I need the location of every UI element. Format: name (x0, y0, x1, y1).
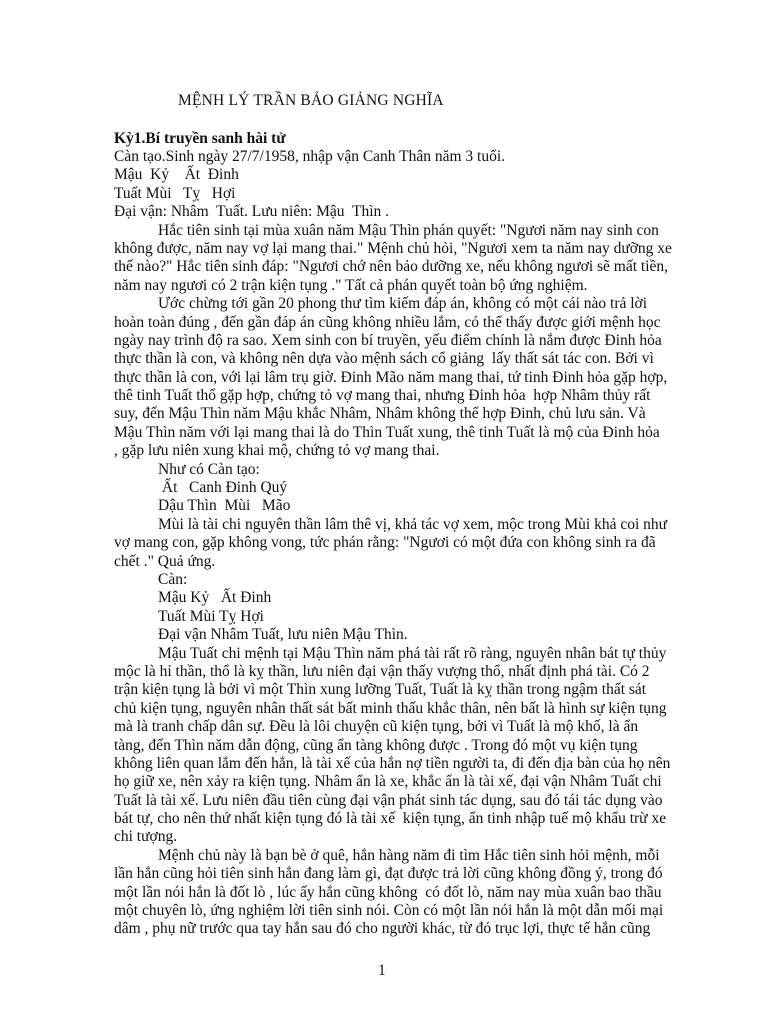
text-line: Tuất Mùi Tỵ Hợi (114, 184, 236, 202)
text-line: thế nào?" Hắc tiên sinh đáp: "Ngươi chớ nên bảo dưỡng xe, nếu không ngươi sẽ mất tiền, (114, 258, 669, 276)
text-line: Mùi là tài chi nguyên thần lâm thê vị, khả tác vợ xem, mộc trong Mùi khả coi như (158, 515, 668, 533)
text-line: một chuyên lò, ứng nghiệm lời tiên sinh nói. Còn có một lần nói hắn là một dẫn mối mại (114, 902, 664, 920)
text-line: năm nay ngươi có 2 trận kiện tụng ." Tất cả phán quyết toàn bộ ứng nghiệm. (114, 276, 588, 294)
text-line: dâm , phụ nữ trước qua tay hắn sau đó cho người khác, từ đó trục lợi, thực tế hắn cũng (114, 920, 651, 938)
chapter-heading: Kỳ1.Bí truyền sanh hài tử (114, 130, 286, 147)
text-line: Ất Canh Đinh Quý (158, 479, 288, 497)
text-line: Như có Càn tạo: (158, 460, 260, 478)
text-line: thực thần là con, với lại lâm trụ giờ. Đinh Mão năm mang thai, tứ tinh Đinh hỏa gặp hợp, (114, 368, 668, 386)
text-line: bát tự, cho nên thứ nhất kiện tụng đó là tài xế kiện tụng, ẩn tinh nhập tuế mộ khẩu trừ xe (114, 810, 667, 828)
document-title: MỆNH LÝ TRẦN BẢO GIẢNG NGHĨA (178, 92, 444, 109)
text-line: , gặp lưu niên xung khai mộ, chứng tỏ vợ mang thai. (114, 442, 440, 460)
text-line: mộc là hỉ thần, thổ là kỵ thần, lưu niên đại vận thấy vượng thổ, nhất định phá tài. Có 2 (114, 662, 650, 680)
text-line: chủ kiện tụng, nguyên nhân thất sát bất minh thấu khắc thân, nên bất là hình sự kiện tụng (114, 699, 667, 717)
text-line: Càn: (158, 570, 188, 588)
text-line: không được, năm nay vợ lại mang thai." Mệnh chủ hỏi, "Ngươi xem ta năm nay dưỡng xe (114, 239, 672, 257)
text-line: chi tượng. (114, 828, 178, 846)
text-line: họ giữ xe, nên xảy ra kiện tụng. Nhâm ẩn là xe, khắc ẩn là tài xế, đại vận Nhâm Tuất chi (114, 773, 662, 791)
text-line: ngày nay trình độ ra sao. Xem sinh con bí truyền, yếu điểm chính là nắm được Đinh hỏa (114, 331, 662, 349)
text-line: suy, đến Mậu Thìn năm Mậu khắc Nhâm, Nhâm không thể hợp Đinh, chủ lưu sản. Và (114, 405, 646, 423)
text-line: trận kiện tụng là bởi vì một Thìn xung lưỡng Tuất, Tuất là kỵ thần trong ngậm thất sát (114, 681, 647, 699)
text-line: một lần nói hắn là đốt lò , lúc ấy hắn cũng không có đốt lò, năm nay mùa xuân bao thầu (114, 883, 662, 901)
text-line: lần hắn cũng hỏi tiên sinh hắn đang làm gì, đạt được trả lời cũng không đồng ý, trong đó (114, 865, 663, 883)
text-line: Đại vận: Nhâm Tuất. Lưu niên: Mậu Thìn . (114, 203, 390, 221)
text-line: Tuất là tài xế. Lưu niên đầu tiên cùng đại vận phát sinh tác dụng, sau đó tái tác dụng vào (114, 791, 663, 809)
text-line: Mậu Kỷ Ất Đinh (158, 589, 272, 607)
text-line: chết ." Quả ứng. (114, 552, 216, 570)
page-number: 1 (378, 962, 386, 979)
text-line: tàng, đến Thìn năm dẫn động, cũng ẩn tàng không được . Trong đó một vụ kiện tụng (114, 736, 638, 754)
text-line: Ước chừng tới gần 20 phong thư tìm kiếm đáp án, không có một cái nào trả lời (158, 295, 648, 313)
text-line: Mậu Kỷ Ất Đinh (114, 166, 239, 184)
text-line: hoàn toàn đúng , đến gần đáp án cũng không nhiều lắm, có thể thấy được giới mệnh học (114, 313, 661, 331)
text-line: thực thần là con, và không nên dựa vào mệnh sách cổ giảng lấy thất sát tác con. Bởi vì (114, 350, 654, 368)
text-line: Mệnh chủ này là bạn bè ở quê, hắn hàng năm đi tìm Hắc tiên sinh hỏi mệnh, mỗi (158, 846, 660, 864)
text-line: Mậu Tuất chi mệnh tại Mậu Thìn năm phá tài rất rõ ràng, nguyên nhân bát tự thủy (158, 644, 667, 662)
text-line: thê tinh Tuất thổ gặp hợp, chứng tỏ vợ mang thai, nhưng Đinh hỏa hợp Nhâm thủy rất (114, 387, 651, 405)
text-line: Hắc tiên sinh tại mùa xuân năm Mậu Thìn phán quyết: "Ngươi năm nay sinh con (158, 221, 659, 239)
text-line: Càn tạo.Sinh ngày 27/7/1958, nhập vận Canh Thân năm 3 tuổi. (114, 148, 506, 165)
text-line: Mậu Thìn năm với lại mang thai là do Thìn Tuất xung, thê tinh Tuất là mộ của Đinh hỏa (114, 423, 660, 441)
text-line: mà là tranh chấp dân sự. Đều là lôi chuyện cũ kiện tụng, bởi vì Tuất là mộ khố, là ẩn (114, 718, 639, 736)
document-body (114, 148, 672, 939)
text-line: không liên quan lắm đến hắn, là tài xế của hắn nợ tiền người ta, đi đến địa bàn của họ nên (114, 754, 671, 772)
text-line: Tuất Mùi Tỵ Hợi (158, 607, 264, 625)
text-line: Dậu Thìn Mùi Mão (158, 497, 291, 515)
text-line: Đại vận Nhâm Tuất, lưu niên Mậu Thìn. (158, 626, 408, 644)
text-line: vợ mang con, gặp không vong, tức phán rằng: "Ngươi có một đứa con không sinh ra đã (114, 534, 656, 552)
